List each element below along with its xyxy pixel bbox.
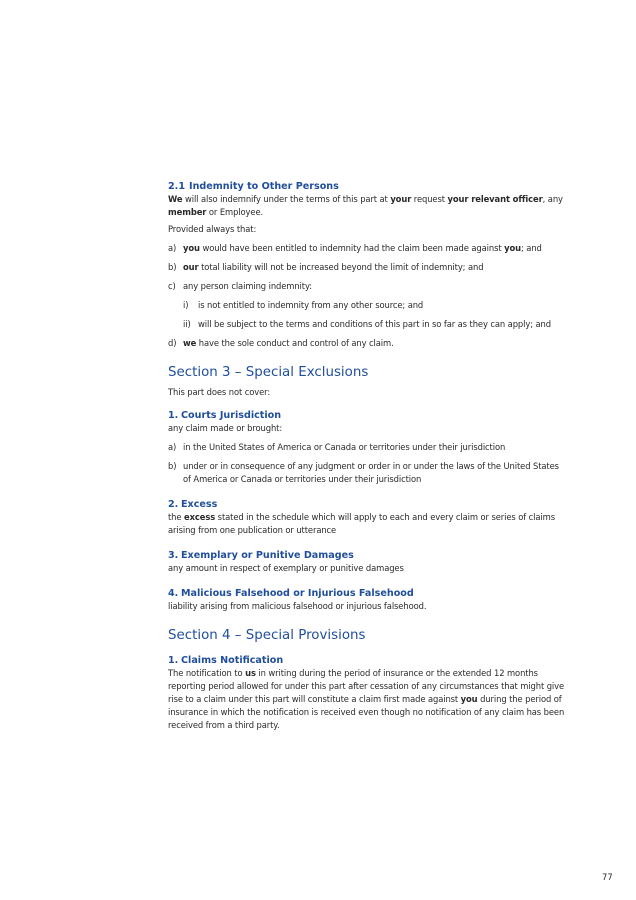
excess-text [168, 511, 578, 537]
claims-notification-text [168, 667, 578, 732]
item-title: Malicious Falsehood or Injurious Falsehood [181, 588, 414, 599]
term-you: you [504, 243, 521, 253]
term-we: we [183, 338, 197, 348]
list-text: will be subject to the terms and conditions of this part in so far as they can apply; and [198, 319, 551, 329]
courts-item-a [168, 441, 578, 454]
text-run: stated in the schedule which will apply to each and every claim or series of claims arising from one publication or utterance [168, 512, 555, 535]
list-text: in the United States of America or Canada or territories under their jurisdiction [183, 442, 506, 452]
item-number: 3. [168, 550, 179, 561]
item-number: 2. [168, 499, 179, 510]
exclusion-heading-malicious [168, 587, 578, 600]
text-run: during the period of insurance in which the notification is received even though no notification of any claim has been received from a third party. [168, 694, 565, 730]
text-run: ; and [521, 243, 542, 253]
item-number: 1. [168, 655, 179, 666]
exclusion-heading-excess [168, 498, 578, 511]
subsection-number: 2.1 [168, 181, 185, 192]
term-excess: excess [184, 512, 216, 522]
page-number: 77 [602, 872, 613, 882]
exclusion-heading-courts [168, 409, 578, 422]
item-title: Excess [181, 499, 218, 510]
term-you: you [460, 694, 478, 704]
list-label: b) [168, 461, 177, 471]
list-label: ii) [183, 319, 191, 329]
term-you: you [183, 243, 200, 253]
list-item-b [168, 261, 578, 274]
provided-text: Provided always that: [168, 224, 257, 234]
document-page [168, 180, 578, 732]
term-your-relevant-officer: your relevant officer [447, 194, 543, 204]
term-us: us [245, 668, 256, 678]
text-run: in writing during the period of insurance or the extended 12 months reporting period allowed for under this part after cessation of any circumstances that might give rise to a claim under this part will constitute a claim first made against [168, 668, 565, 704]
courts-text: any claim made or brought: [168, 423, 283, 433]
term-your: your [390, 194, 412, 204]
section-3-heading: Section 3 – Special Exclusions [168, 365, 369, 380]
text-run: request [411, 194, 448, 204]
term-member: member [168, 207, 207, 217]
malicious-text: liability arising from malicious falsehood or injurious falsehood. [168, 601, 427, 611]
list-item-d [168, 337, 578, 350]
text-run: , any [542, 194, 563, 204]
text-run: will also indemnify under the terms of this part at [182, 194, 391, 204]
list-label: a) [168, 243, 177, 253]
list-text: under or in consequence of any judgment or order in or under the laws of the United States of America or Canada or territories under their jurisdiction [183, 461, 559, 484]
text-run: or Employee. [206, 207, 264, 217]
text-run: have the sole conduct and control of any claim. [196, 338, 394, 348]
indemnity-intro-paragraph [168, 193, 578, 219]
subsection-heading-2-1 [168, 180, 578, 193]
item-title: Claims Notification [181, 655, 284, 666]
courts-item-b [168, 460, 578, 486]
term-our: our [183, 262, 199, 272]
exemplary-text: any amount in respect of exemplary or punitive damages [168, 563, 404, 573]
list-item-a [168, 242, 578, 255]
item-number: 1. [168, 410, 179, 421]
list-item-c [168, 280, 578, 293]
text-run: would have been entitled to indemnity had the claim been made against [199, 243, 505, 253]
list-item-c-i [168, 299, 578, 312]
list-item-c-ii [168, 318, 578, 331]
item-title: Exemplary or Punitive Damages [181, 550, 354, 561]
list-label: d) [168, 338, 177, 348]
item-number: 4. [168, 588, 179, 599]
text-run: the [168, 512, 185, 522]
list-text: any person claiming indemnity: [183, 281, 312, 291]
list-label: b) [168, 262, 177, 272]
list-label: a) [168, 442, 177, 452]
list-text: is not entitled to indemnity from any other source; and [198, 300, 424, 310]
list-label: i) [183, 300, 189, 310]
section-3-intro: This part does not cover: [168, 387, 271, 397]
provision-heading-claims [168, 654, 578, 667]
text-run: total liability will not be increased beyond the limit of indemnity; and [198, 262, 484, 272]
section-4-heading: Section 4 – Special Provisions [168, 628, 366, 643]
item-title: Courts Jurisdiction [181, 410, 282, 421]
term-we: We [168, 194, 183, 204]
list-label: c) [168, 281, 176, 291]
exclusion-heading-exemplary [168, 549, 578, 562]
text-run: The notification to [168, 668, 246, 678]
subsection-title: Indemnity to Other Persons [189, 181, 339, 192]
